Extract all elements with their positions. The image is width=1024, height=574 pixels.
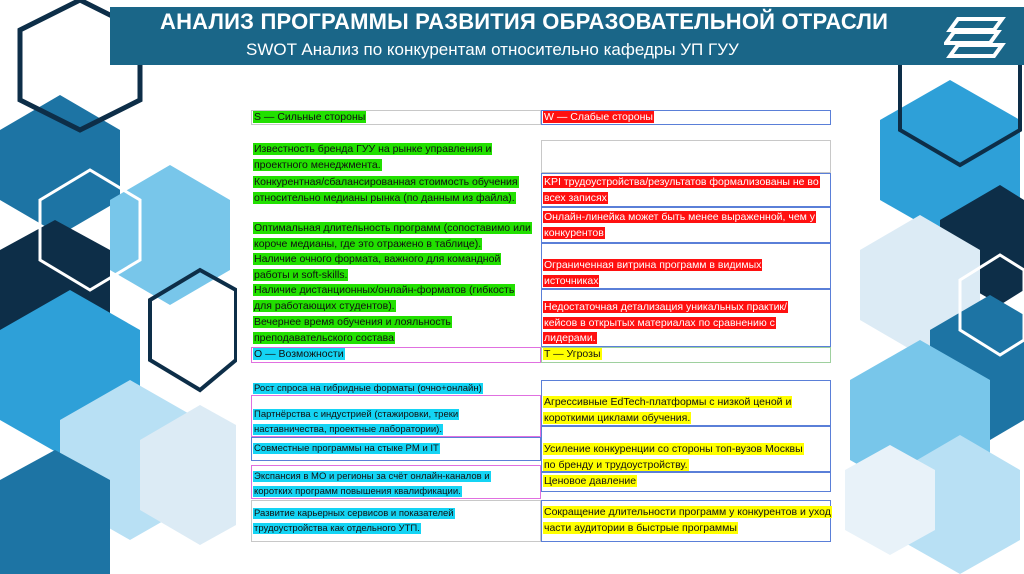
strength-item: Конкурентная/сбалансированная стоимость обучения относительно медианы рынка (по данным из файла). — [254, 176, 518, 204]
threat-item: Усиление конкуренции со стороны топ-вузов Москвы по бренду и трудоустройству. — [544, 443, 803, 471]
strength-item: Оптимальная длительность программ (сопоставимо или короче медианы, где это отражено в таблице). — [254, 222, 531, 250]
hexagon-decor — [0, 95, 120, 235]
weakness-item: Онлайн-линейка может быть менее выраженной, чем у конкурентов — [544, 211, 816, 239]
opportunity-item: Экспансия в МО и регионы за счёт онлайн-каналов и коротких программ повышения квалификации. — [254, 471, 490, 497]
page-title: АНАЛИЗ ПРОГРАММЫ РАЗВИТИЯ ОБРАЗОВАТЕЛЬНОЙ ОТРАСЛИ — [160, 9, 889, 34]
strength-item: Известность бренда ГУУ на рынке управления и проектного менеджмента. — [254, 143, 492, 171]
swot-table — [237, 95, 843, 545]
strength-item: Вечернее время обучения и лояльность преподавательского состава — [254, 316, 451, 344]
strengths-heading: S — Сильные стороны — [254, 111, 366, 123]
threat-item: Сокращение длительности программ у конкурентов и уход части аудитории в быстрые программы — [544, 506, 831, 534]
opportunity-item: Партнёрства с индустрией (стажировки, треки наставничества, проектные лаборатории). — [254, 409, 459, 435]
page-subtitle: SWOT Анализ по конкурентам относительно кафедры УП ГУУ — [246, 40, 739, 59]
table-grid-line — [541, 140, 831, 173]
threats-heading: T — Угрозы — [544, 348, 601, 360]
opportunity-item: Развитие карьерных сервисов и показателей трудоустройства как отдельного УТП. — [254, 508, 454, 534]
strength-item: Наличие очного формата, важного для командной работы и soft-skills. — [254, 253, 501, 281]
weakness-item: Ограниченная витрина программ в видимых источниках — [544, 259, 762, 287]
hexagon-decor — [110, 165, 230, 305]
opportunity-item: Рост спроса на гибридные форматы (очно+онлайн) — [254, 383, 482, 394]
university-logo-icon — [944, 16, 1006, 58]
threat-item: Ценовое давление — [544, 475, 637, 487]
weakness-item: Недостаточная детализация уникальных практик/кейсов в открытых материалах по сравнению с лидерами. — [544, 301, 787, 344]
weaknesses-heading: W — Слабые стороны — [544, 111, 653, 123]
weakness-item: KPI трудоустройства/результатов формализованы не во всех записях — [544, 176, 819, 204]
opportunities-heading: O — Возможности — [254, 348, 344, 360]
threat-item: Агрессивные EdTech-платформы с низкой ценой и короткими циклами обучения. — [544, 396, 792, 424]
strength-item: Наличие дистанционных/онлайн-форматов (гибкость для работающих студентов). — [254, 284, 515, 312]
opportunity-item: Совместные программы на стыке PM и IT — [254, 443, 439, 454]
